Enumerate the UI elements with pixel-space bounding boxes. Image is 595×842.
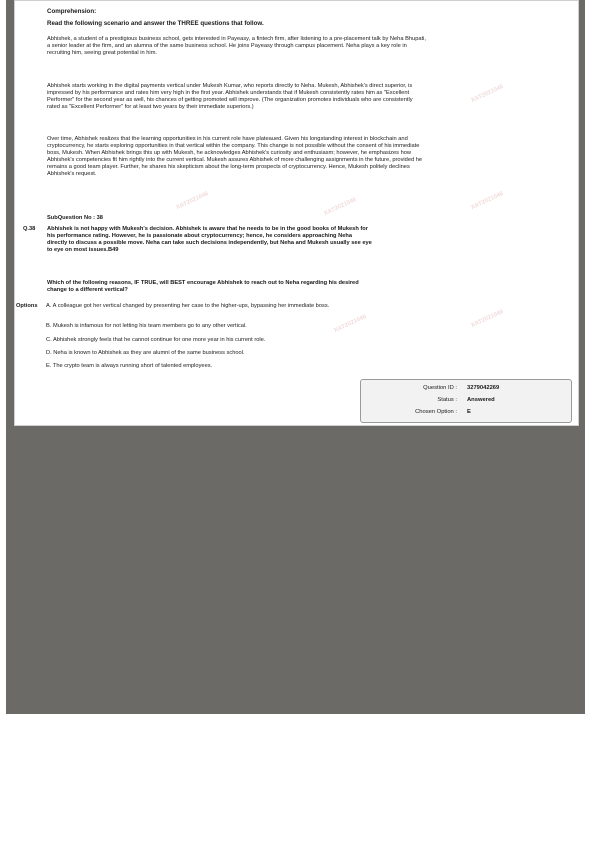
chosen-option-label: Chosen Option :	[415, 409, 457, 415]
watermark: XAT2021046	[323, 196, 358, 218]
scenario-paragraph: Abhishek starts working in the digital payments vertical under Mukesh Kumar, who reports directly to Neha. Mukesh, Abhishek's direct superior, is impressed by his performance and rates him very high in the first year. Abhishek understands that if Mukesh consistently rates him as "Excellent Performer" for the second year as well, his chances of getting promoted will improve. (The organization promotes individuals who are consistently rated as "Excellent Performer" for at least two years by their immediate superiors.)	[47, 83, 413, 111]
question-status-panel	[360, 379, 572, 423]
subquestion-label: SubQuestion No : 38	[47, 215, 103, 221]
chosen-option-value: E	[467, 409, 471, 415]
watermark: XAT2021046	[470, 308, 505, 330]
question-text: Abhishek is not happy with Mukesh's decision. Abhishek is aware that he needs to be in the good books of Mukesh for his performance rating. However, he is passionate about cryptocurrency; hence, he considers approaching Neha directly to discuss a possible move. Neha can take such decisions independently, but Neha and Mukesh usually see eye to eye on most issues.B49	[47, 226, 372, 254]
option-c: C. Abhishek strongly feels that he cannot continue for one more year in his current role.	[46, 337, 266, 343]
question-prompt: Which of the following reasons, IF TRUE, will BEST encourage Abhishek to reach out to Neha regarding his desired change to a different vertical?	[47, 280, 359, 294]
option-d: D. Neha is known to Abhishek as they are alumni of the same business school.	[46, 350, 245, 356]
question-id-label: Question ID :	[423, 385, 457, 391]
scenario-paragraph: Over time, Abhishek realizes that the learning opportunities in his current role have plateaued. Given his longstanding interest in blockchain and cryptocurrency, he starts exploring opportunities in that vertical within the company. This change is not possible without the consent of his immediate boss, Mukesh. When Abhishek brings this up with Mukesh, he acknowledges Abhishek's curiosity and enthusiasm; however, he emphasizes how Abhishek's competencies fit him rightly into the current vertical. Mukesh assures Abhishek of more challenging assignments in the future, provided he remains a good team player. Further, he shares his skepticism about the long-term prospects of cryptocurrency. Hence, Mukesh politely declines Abhishek's request.	[47, 136, 423, 178]
watermark: XAT2021046	[470, 83, 505, 105]
watermark: XAT2021046	[470, 190, 505, 212]
status-value: Answered	[467, 397, 495, 403]
status-label: Status :	[437, 397, 457, 403]
watermark: XAT2021046	[333, 313, 368, 335]
option-a: A. A colleague got her vertical changed by presenting her case to the higher-ups, bypassing her immediate boss.	[46, 303, 330, 309]
options-label: Options	[16, 303, 38, 309]
question-id-value: 3279042269	[467, 385, 500, 391]
question-sheet	[14, 0, 579, 426]
question-number: Q.38	[23, 226, 36, 232]
option-b: B. Mukesh is infamous for not letting his team members go to any other vertical.	[46, 323, 247, 329]
option-e: E. The crypto team is always running short of talented employees.	[46, 363, 213, 369]
watermark: XAT2021046	[175, 190, 210, 212]
scenario-paragraph: Abhishek, a student of a prestigious business school, gets interested in Payeasy, a fintech firm, after listening to a pre-placement talk by Neha Bhupati, a senior leader at the firm, and an alumna of the same business school. He joins Payeasy through campus placement. Neha plays a key role in recruiting him, seeing great potential in him.	[47, 36, 426, 57]
section-title: Comprehension:	[47, 8, 97, 15]
instruction: Read the following scenario and answer the THREE questions that follow.	[47, 20, 264, 27]
